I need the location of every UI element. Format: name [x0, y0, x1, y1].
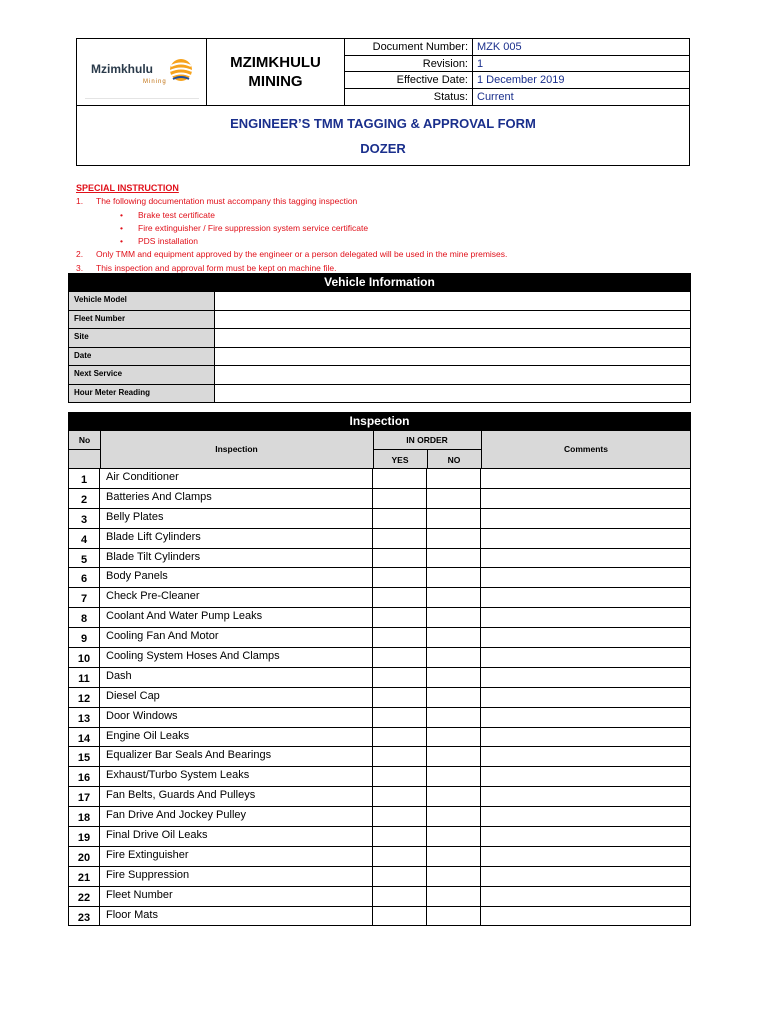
comments-field[interactable]	[481, 867, 690, 886]
inspection-title: Inspection	[68, 412, 691, 431]
no-checkbox-cell[interactable]	[427, 688, 481, 707]
no-checkbox-cell[interactable]	[427, 509, 481, 528]
date-field[interactable]	[215, 348, 690, 366]
inspection-item: Coolant And Water Pump Leaks	[100, 608, 373, 627]
vehicle-row-hour-meter	[68, 385, 691, 404]
site-field[interactable]	[215, 329, 690, 347]
row-number: 13	[69, 708, 100, 727]
meta-label: Status:	[345, 89, 473, 106]
inspection-item: Body Panels	[100, 568, 373, 587]
document-header	[76, 38, 690, 166]
column-header-yes: YES	[391, 455, 409, 465]
row-number: 1	[69, 469, 100, 488]
yes-checkbox-cell[interactable]	[373, 847, 427, 866]
yes-checkbox-cell[interactable]	[373, 529, 427, 548]
table-row	[68, 529, 691, 549]
yes-checkbox-cell[interactable]	[373, 469, 427, 488]
row-number: 11	[69, 668, 100, 687]
no-checkbox-cell[interactable]	[427, 588, 481, 607]
vehicle-information-table	[68, 273, 691, 403]
no-checkbox-cell[interactable]	[427, 807, 481, 826]
logo-cell	[77, 39, 207, 105]
no-checkbox-cell[interactable]	[427, 529, 481, 548]
table-row	[68, 608, 691, 628]
comments-field[interactable]	[481, 489, 690, 508]
row-number: 15	[69, 747, 100, 766]
meta-value: 1 December 2019	[477, 74, 565, 86]
row-number: 7	[69, 588, 100, 607]
inspection-item: Final Drive Oil Leaks	[100, 827, 373, 846]
yes-checkbox-cell[interactable]	[373, 509, 427, 528]
comments-field[interactable]	[481, 767, 690, 786]
inspection-item: Batteries And Clamps	[100, 489, 373, 508]
yes-checkbox-cell[interactable]	[373, 549, 427, 568]
table-row	[68, 668, 691, 688]
comments-field[interactable]	[481, 827, 690, 846]
logo-swoosh-icon	[169, 57, 193, 83]
row-number: 16	[69, 767, 100, 786]
no-checkbox-cell[interactable]	[427, 728, 481, 747]
bullet-icon: •	[120, 222, 123, 233]
row-number: 3	[69, 509, 100, 528]
instruction-text: This inspection and approval form must be kept on machine file.	[96, 262, 337, 273]
no-checkbox-cell[interactable]	[427, 767, 481, 786]
yes-checkbox-cell[interactable]	[373, 787, 427, 806]
comments-field[interactable]	[481, 648, 690, 667]
form-title-block	[77, 106, 689, 165]
special-instructions	[76, 182, 696, 275]
row-number: 6	[69, 568, 100, 587]
comments-field[interactable]	[481, 668, 690, 687]
yes-checkbox-cell[interactable]	[373, 608, 427, 627]
yes-checkbox-cell[interactable]	[373, 867, 427, 886]
row-number: 12	[69, 688, 100, 707]
yes-checkbox-cell[interactable]	[373, 648, 427, 667]
hour-meter-field[interactable]	[215, 385, 690, 403]
meta-row-revision	[345, 56, 689, 73]
yes-checkbox-cell[interactable]	[373, 668, 427, 687]
table-row	[68, 887, 691, 907]
inspection-table	[68, 412, 691, 926]
inspection-item: Fan Belts, Guards And Pulleys	[100, 787, 373, 806]
vehicle-field-label: Next Service	[69, 366, 215, 384]
column-header-no-order: NO	[447, 455, 461, 465]
instruction-bullet	[76, 209, 696, 222]
comments-field[interactable]	[481, 907, 690, 926]
row-number: 18	[69, 807, 100, 826]
table-row	[68, 648, 691, 668]
no-checkbox-cell[interactable]	[427, 907, 481, 926]
vehicle-row-fleet-number	[68, 311, 691, 330]
row-number: 10	[69, 648, 100, 667]
vehicle-field-label: Vehicle Model	[69, 292, 215, 310]
table-row	[68, 907, 691, 927]
company-name-cell	[207, 39, 345, 105]
inspection-item: Door Windows	[100, 708, 373, 727]
table-row	[68, 767, 691, 787]
vehicle-row-next-service	[68, 366, 691, 385]
comments-field[interactable]	[481, 807, 690, 826]
comments-field[interactable]	[481, 568, 690, 587]
inspection-item: Check Pre-Cleaner	[100, 588, 373, 607]
row-number: 2	[69, 489, 100, 508]
yes-checkbox-cell[interactable]	[373, 907, 427, 926]
vehicle-field-label: Fleet Number	[69, 311, 215, 329]
instruction-bullet	[76, 222, 696, 235]
meta-label: Effective Date:	[345, 72, 473, 88]
vehicle-row-site	[68, 329, 691, 348]
fleet-number-field[interactable]	[215, 311, 690, 329]
column-header-in-order: IN ORDER	[406, 435, 448, 445]
no-checkbox-cell[interactable]	[427, 747, 481, 766]
bullet-icon: •	[120, 209, 123, 220]
vehicle-row-model	[68, 292, 691, 311]
table-row	[68, 489, 691, 509]
inspection-item: Fleet Number	[100, 887, 373, 906]
meta-row-document-number	[345, 39, 689, 56]
instruction-number: 2.	[76, 249, 84, 260]
meta-value: Current	[477, 90, 514, 103]
inspection-item: Belly Plates	[100, 509, 373, 528]
instruction-text: Fire extinguisher / Fire suppression system service certificate	[138, 222, 369, 233]
meta-value: 1	[477, 57, 484, 70]
inspection-item: Floor Mats	[100, 907, 373, 926]
row-number: 22	[69, 887, 100, 906]
row-number: 8	[69, 608, 100, 627]
instruction-item	[76, 195, 696, 208]
row-number: 9	[69, 628, 100, 647]
yes-checkbox-cell[interactable]	[373, 588, 427, 607]
no-checkbox-cell[interactable]	[427, 787, 481, 806]
vehicle-model-field[interactable]	[215, 292, 690, 310]
document-meta-table	[345, 39, 689, 105]
row-number: 21	[69, 867, 100, 886]
table-row	[68, 867, 691, 887]
table-row	[68, 628, 691, 648]
instruction-text: PDS installation	[138, 236, 199, 247]
no-checkbox-cell[interactable]	[427, 469, 481, 488]
table-row	[68, 509, 691, 529]
table-row	[68, 688, 691, 708]
inspection-item: Exhaust/Turbo System Leaks	[100, 767, 373, 786]
table-row	[68, 588, 691, 608]
meta-row-status	[345, 89, 689, 106]
inspection-item: Fire Extinguisher	[100, 847, 373, 866]
no-checkbox-cell[interactable]	[427, 847, 481, 866]
comments-field[interactable]	[481, 509, 690, 528]
instructions-title: SPECIAL INSTRUCTION	[76, 183, 179, 193]
logo-subtext: Mining	[143, 79, 167, 85]
inspection-item: Fire Suppression	[100, 867, 373, 886]
no-checkbox-cell[interactable]	[427, 568, 481, 587]
vehicle-row-date	[68, 348, 691, 367]
no-checkbox-cell[interactable]	[427, 628, 481, 647]
vehicle-information-title: Vehicle Information	[68, 273, 691, 292]
no-checkbox-cell[interactable]	[427, 648, 481, 667]
comments-field[interactable]	[481, 787, 690, 806]
vehicle-field-label: Hour Meter Reading	[69, 385, 215, 403]
table-row	[68, 847, 691, 867]
instruction-text: Brake test certificate	[138, 209, 216, 220]
inspection-item: Cooling Fan And Motor	[100, 628, 373, 647]
row-number: 5	[69, 549, 100, 568]
yes-checkbox-cell[interactable]	[373, 807, 427, 826]
form-title: ENGINEER’S TMM TAGGING & APPROVAL FORM	[230, 116, 536, 131]
yes-checkbox-cell[interactable]	[373, 688, 427, 707]
comments-field[interactable]	[481, 847, 690, 866]
inspection-item: Diesel Cap	[100, 688, 373, 707]
next-service-field[interactable]	[215, 366, 690, 384]
yes-checkbox-cell[interactable]	[373, 827, 427, 846]
inspection-item: Engine Oil Leaks	[100, 728, 373, 747]
comments-field[interactable]	[481, 728, 690, 747]
column-header-no: No	[78, 435, 91, 445]
vehicle-field-label: Site	[69, 329, 215, 347]
no-checkbox-cell[interactable]	[427, 549, 481, 568]
vehicle-field-label: Date	[69, 348, 215, 366]
instruction-bullet	[76, 235, 696, 248]
table-row	[68, 469, 691, 489]
inspection-item: Air Conditioner	[100, 469, 373, 488]
column-header-inspection: Inspection	[215, 444, 258, 454]
comments-field[interactable]	[481, 688, 690, 707]
company-logo	[85, 45, 199, 99]
form-subtitle: DOZER	[360, 141, 406, 156]
inspection-item: Cooling System Hoses And Clamps	[100, 648, 373, 667]
table-row	[68, 568, 691, 588]
table-row	[68, 787, 691, 807]
yes-checkbox-cell[interactable]	[373, 628, 427, 647]
instruction-number: 3.	[76, 262, 84, 273]
table-row	[68, 807, 691, 827]
comments-field[interactable]	[481, 628, 690, 647]
logo-wordmark: Mzimkhulu	[91, 62, 153, 76]
inspection-item: Blade Tilt Cylinders	[100, 549, 373, 568]
table-row	[68, 728, 691, 748]
instruction-text: Only TMM and equipment approved by the engineer or a person delegated will be used in the mine premises.	[96, 249, 508, 260]
comments-field[interactable]	[481, 708, 690, 727]
row-number: 19	[69, 827, 100, 846]
yes-checkbox-cell[interactable]	[373, 568, 427, 587]
instruction-item	[76, 248, 696, 261]
comments-field[interactable]	[481, 469, 690, 488]
comments-field[interactable]	[481, 588, 690, 607]
meta-row-effective-date	[345, 72, 689, 89]
no-checkbox-cell[interactable]	[427, 608, 481, 627]
inspection-item: Fan Drive And Jockey Pulley	[100, 807, 373, 826]
header-divider	[373, 449, 481, 450]
instruction-text: The following documentation must accompany this tagging inspection	[96, 196, 358, 207]
no-checkbox-cell[interactable]	[427, 668, 481, 687]
yes-checkbox-cell[interactable]	[373, 767, 427, 786]
yes-checkbox-cell[interactable]	[373, 887, 427, 906]
no-checkbox-cell[interactable]	[427, 827, 481, 846]
inspection-rows	[68, 469, 691, 926]
inspection-item: Blade Lift Cylinders	[100, 529, 373, 548]
table-row	[68, 708, 691, 728]
row-number: 14	[69, 728, 100, 747]
comments-field[interactable]	[481, 549, 690, 568]
row-number: 23	[69, 907, 100, 926]
table-row	[68, 549, 691, 569]
meta-value: MZK 005	[477, 41, 522, 53]
table-row	[68, 747, 691, 767]
table-row	[68, 827, 691, 847]
inspection-item: Equalizer Bar Seals And Bearings	[100, 747, 373, 766]
yes-checkbox-cell[interactable]	[373, 489, 427, 508]
yes-checkbox-cell[interactable]	[373, 747, 427, 766]
comments-field[interactable]	[481, 887, 690, 906]
no-checkbox-cell[interactable]	[427, 867, 481, 886]
yes-checkbox-cell[interactable]	[373, 708, 427, 727]
header-divider	[69, 449, 100, 450]
no-checkbox-cell[interactable]	[427, 887, 481, 906]
comments-field[interactable]	[481, 608, 690, 627]
header-top-row	[77, 39, 689, 106]
column-header-comments: Comments	[564, 444, 608, 454]
row-number: 17	[69, 787, 100, 806]
meta-label: Document Number:	[345, 39, 473, 55]
instruction-number: 1.	[76, 196, 84, 207]
meta-label: Revision:	[345, 56, 473, 72]
company-name: MZIMKHULU MINING	[230, 54, 321, 90]
yes-checkbox-cell[interactable]	[373, 728, 427, 747]
bullet-icon: •	[120, 236, 123, 247]
inspection-table-header	[68, 431, 691, 469]
no-checkbox-cell[interactable]	[427, 708, 481, 727]
comments-field[interactable]	[481, 529, 690, 548]
row-number: 20	[69, 847, 100, 866]
row-number: 4	[69, 529, 100, 548]
comments-field[interactable]	[481, 747, 690, 766]
inspection-item: Dash	[100, 668, 373, 687]
no-checkbox-cell[interactable]	[427, 489, 481, 508]
